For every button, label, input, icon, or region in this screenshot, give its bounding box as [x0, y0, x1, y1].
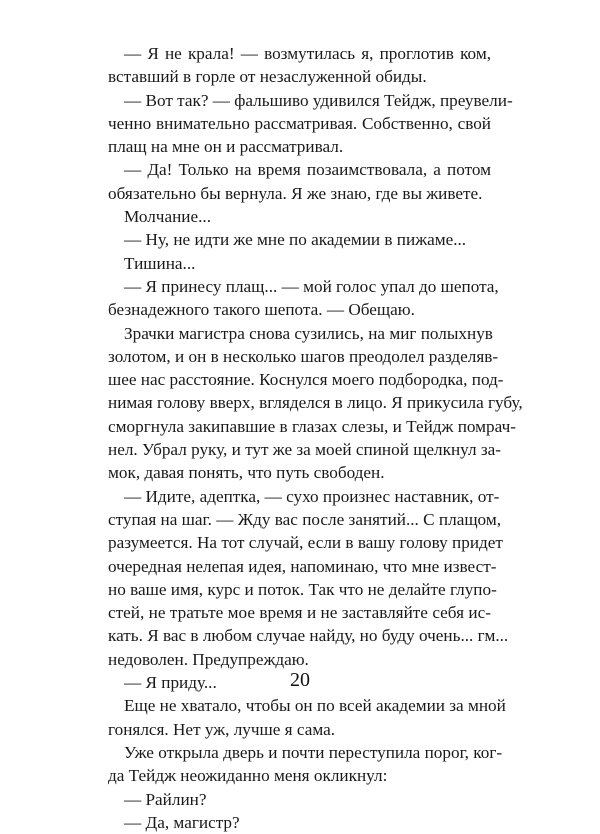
text-line: разумеется. На тот случай, если в вашу голову придет: [108, 533, 503, 553]
book-page-body: [108, 42, 523, 834]
text-line: Тишина...: [124, 253, 196, 273]
text-line: безнадежного такого шепота. — Обещаю.: [108, 300, 415, 320]
text-line: очередная нелепая идея, напоминаю, что мне извест-: [108, 556, 497, 576]
text-line: сморгнула закипавшие в глазах слезы, и Тейдж помрач-: [108, 416, 516, 436]
text-line: Уже открыла дверь и почти переступила порог, ког-: [124, 742, 503, 762]
text-line: — Я приду...: [124, 673, 217, 693]
text-line: — Я не крала! — возмутилась я, проглотив ком,: [124, 44, 491, 63]
text-line: ступая на шаг. — Жду вас после занятий... С плащом,: [108, 509, 501, 529]
text-line: кать. Я вас в любом случае найду, но буду очень... гм...: [108, 626, 509, 646]
text-line: но ваше имя, курс и поток. Так что не делайте глупо-: [108, 579, 497, 599]
text-line: плащ на мне он и рассматривал.: [108, 137, 344, 157]
text-line: — Райлин?: [124, 789, 207, 809]
text-line: обязательно бы вернула. Я же знаю, где вы живете.: [108, 183, 483, 203]
text-line: — Идите, адептка, — сухо произнес наставник, от-: [124, 486, 500, 506]
text-line: нимая голову вверх, вгляделся в лицо. Я прикусила губу,: [108, 393, 523, 413]
text-line: да Тейдж неожиданно меня окликнул:: [108, 766, 388, 786]
text-line: — Да, магистр?: [124, 812, 240, 832]
text-line: — Вот так? — фальшиво удивился Тейдж, преувели-: [124, 90, 513, 110]
text-line: Еще не хватало, чтобы он по всей академии за мной: [124, 696, 506, 716]
text-line: стей, не тратьте мое время и не заставляйте себя ис-: [108, 603, 491, 623]
text-line: — Да! Только на время позаимствовала, а потом: [124, 160, 491, 180]
text-line: нел. Убрал руку, и тут же за моей спиной щелкнул за-: [108, 440, 502, 460]
text-line: шее нас расстояние. Коснулся моего подбородка, под-: [108, 370, 504, 390]
page-number: 20: [290, 669, 310, 691]
text-line: ченно внимательно рассматривая. Собственно, свой: [108, 113, 491, 133]
text-line: Зрачки магистра снова сузились, на миг полыхнув: [124, 323, 493, 343]
text-line: Молчание...: [124, 207, 211, 227]
text-line: — Ну, не идти же мне по академии в пижаме...: [124, 230, 467, 250]
text-line: — Я принесу плащ... — мой голос упал до шепота,: [124, 276, 499, 296]
text-line: вставший в горле от незаслуженной обиды.: [108, 67, 427, 87]
text-line: золотом, и он в несколько шагов преодолел разделяв-: [108, 346, 499, 366]
text-line: мок, давая понять, что путь свободен.: [108, 463, 385, 483]
text-line: недоволен. Предупреждаю.: [108, 649, 309, 669]
text-line: гонялся. Нет уж, лучше я сама.: [108, 719, 336, 739]
